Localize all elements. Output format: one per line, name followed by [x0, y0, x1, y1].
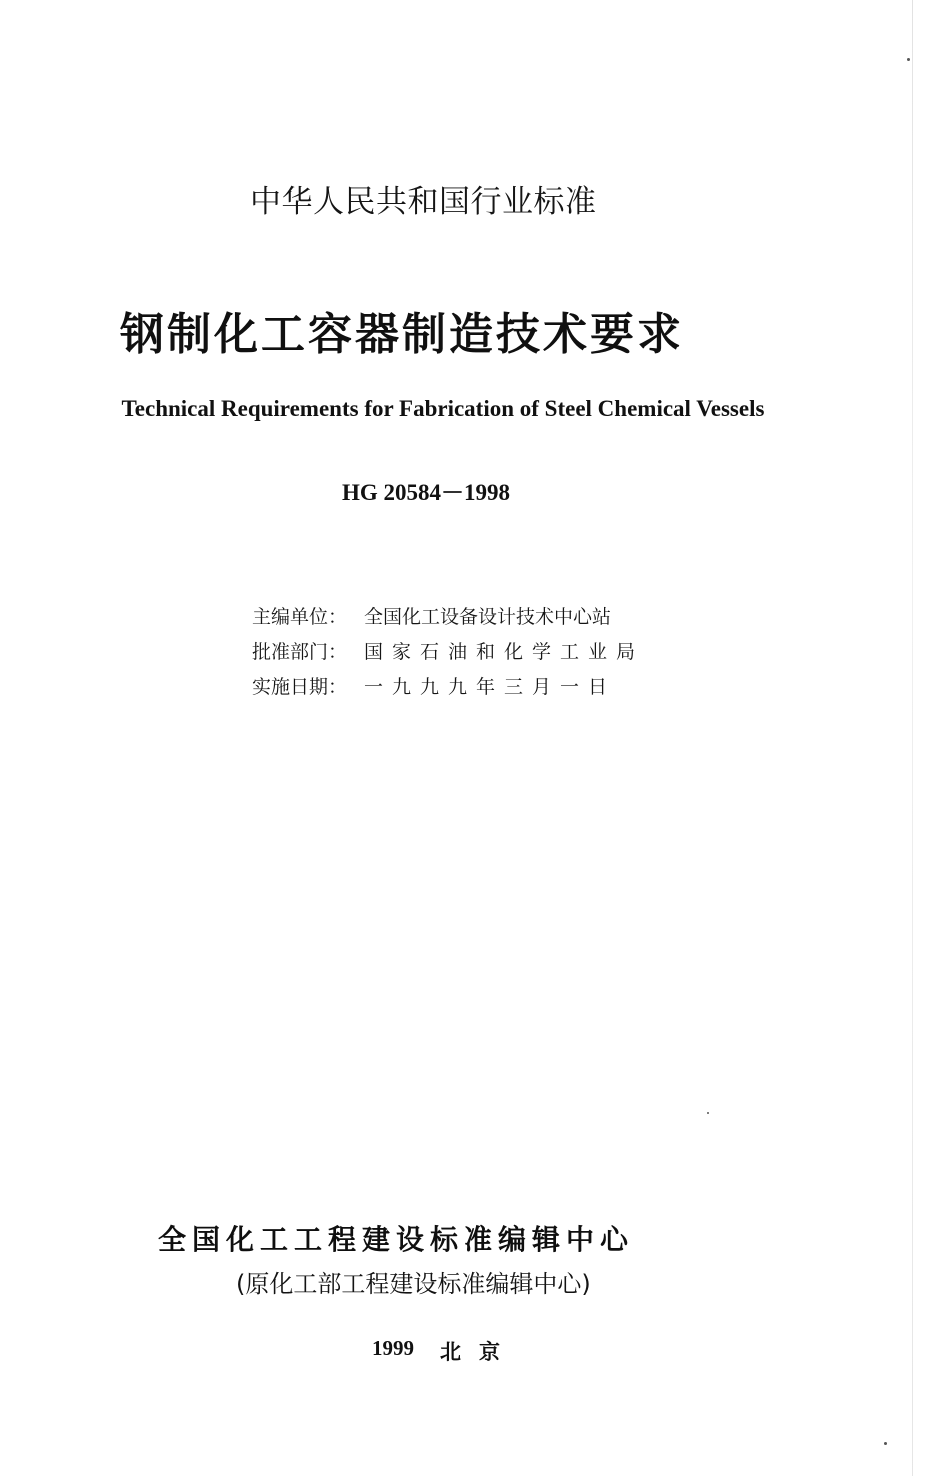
imprint — [372, 1336, 592, 1366]
document-title-english: Technical Requirements for Fabrication of Steel Chemical Vessels — [121, 396, 765, 421]
scan-speck — [707, 1112, 709, 1114]
publisher-former-name: (原化工部工程建设标准编辑中心) — [236, 1270, 591, 1298]
meta-row-approver — [252, 633, 652, 668]
meta-value: 国家石油和化学工业局 — [364, 641, 645, 663]
scan-speck — [884, 1442, 887, 1445]
publication-metadata — [252, 598, 652, 703]
meta-label: 批准部门： — [252, 641, 348, 663]
meta-label: 主编单位： — [252, 606, 348, 628]
meta-label: 实施日期： — [252, 676, 348, 698]
scan-edge-line — [912, 0, 913, 1476]
standard-category-heading: 中华人民共和国行业标准 — [250, 184, 597, 220]
scan-speck — [907, 58, 910, 61]
imprint-city: 北京 — [440, 1340, 518, 1364]
imprint-year: 1999 — [372, 1336, 414, 1360]
meta-row-effective-date — [252, 668, 652, 703]
document-title-chinese: 钢制化工容器制造技术要求 — [120, 309, 684, 360]
meta-value: 全国化工设备设计技术中心站 — [364, 606, 612, 628]
publisher-name: 全国化工工程建设标准编辑中心 — [158, 1223, 635, 1256]
meta-value: 一九九九年三月一日 — [364, 676, 617, 698]
standard-code: HG 20584－1998 — [342, 480, 511, 505]
meta-row-editor — [252, 598, 652, 633]
